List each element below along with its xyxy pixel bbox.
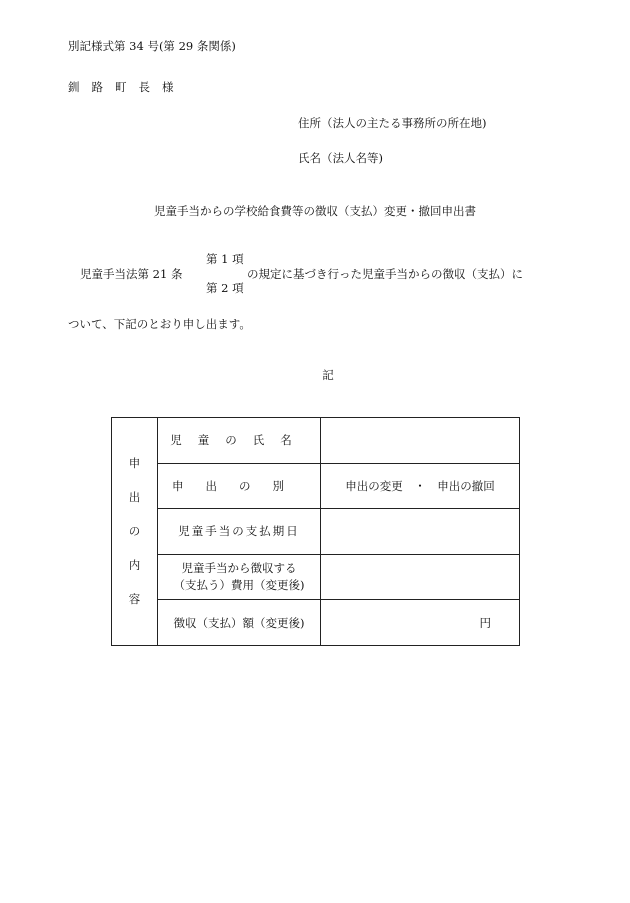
side-char: 出 xyxy=(128,490,141,505)
item-1: 第 1 項 xyxy=(206,252,244,266)
label-payment-date: 児童手当の支払期日 xyxy=(158,509,321,555)
addressee: 釧路町長様 xyxy=(68,80,186,94)
item-2: 第 2 項 xyxy=(206,281,244,295)
detail-table xyxy=(111,417,520,646)
table-row xyxy=(112,463,520,509)
table-row xyxy=(112,600,520,646)
side-char: の xyxy=(128,524,141,539)
table-row xyxy=(112,509,520,555)
payment-date-field[interactable] xyxy=(321,509,520,555)
label-child-name: 児童の氏名 xyxy=(158,418,321,464)
ki-heading: 記 xyxy=(322,368,334,382)
body-text: の規定に基づき行った児童手当からの徴収（支払）に xyxy=(247,267,523,281)
address-label: 住所（法人の主たる事務所の所在地) xyxy=(298,116,487,130)
side-char: 申 xyxy=(128,456,141,471)
yen-unit: 円 xyxy=(479,615,491,630)
name-label: 氏名（法人名等) xyxy=(298,151,383,165)
body-text-line2: ついて、下記のとおり申し出ます。 xyxy=(68,317,251,331)
side-char: 内 xyxy=(128,558,141,573)
label-amount: 徴収（支払）額（変更後) xyxy=(158,600,321,646)
side-char: 容 xyxy=(128,592,141,607)
form-number: 別記様式第 34 号(第 29 条関係) xyxy=(68,39,236,53)
request-type-options[interactable]: 申出の変更 ・ 申出の撤回 xyxy=(321,463,520,509)
law-reference: 児童手当法第 21 条 xyxy=(80,267,183,281)
label-expense: 児童手当から徴収する （支払う）費用（変更後) xyxy=(158,554,321,600)
amount-field[interactable] xyxy=(321,600,520,646)
table-row xyxy=(112,554,520,600)
document-title: 児童手当からの学校給食費等の徴収（支払）変更・撤回申出書 xyxy=(154,204,476,218)
expense-field[interactable] xyxy=(321,554,520,600)
table-row xyxy=(112,418,520,464)
label-request-type: 申出の別 xyxy=(158,463,321,509)
child-name-field[interactable] xyxy=(321,418,520,464)
side-label xyxy=(112,418,158,646)
